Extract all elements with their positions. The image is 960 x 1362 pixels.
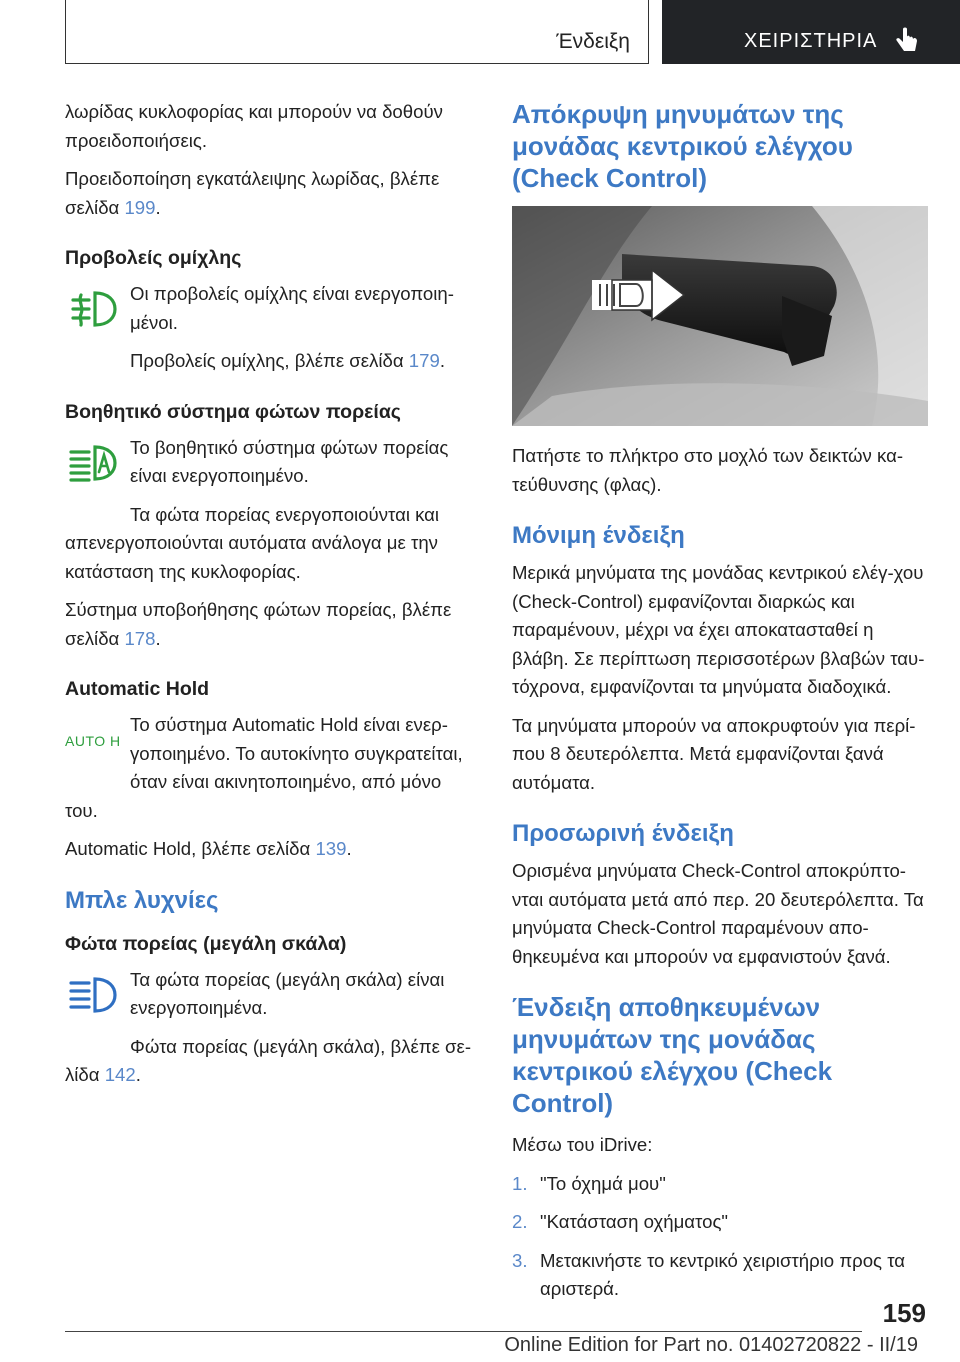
blue-heading: Μπλε λυχνίες	[65, 886, 219, 914]
right-column	[512, 98, 928, 1314]
high-beam-text: Τα φώτα πορείας (μεγάλη σκάλα) είναι ενεργοποιημένα.	[130, 968, 445, 1018]
pointing-hand-icon	[894, 27, 920, 55]
permanent-heading: Μόνιμη ένδειξη	[512, 522, 685, 549]
assist-text-2a: Τα φώτα πορείας ενεργοποιούνται και	[130, 503, 440, 525]
assist-block	[65, 434, 475, 654]
image-caption: Πατήστε το πλήκτρο στο μοχλό των δεικτών κα-τεύθυνσης (φλας).	[512, 445, 904, 495]
page-link-199[interactable]: 199	[124, 196, 156, 218]
stored-intro: Μέσω του iDrive:	[512, 1134, 653, 1155]
high-beam-ref-b: λίδα 142.	[65, 1064, 141, 1085]
fog-block	[65, 280, 475, 376]
high-beam-assist-icon	[65, 434, 123, 492]
auto-hold-icon: AUTO H	[65, 733, 121, 749]
turn-signal-lever-image	[512, 206, 928, 426]
list-item: 1. "Το όχημά μου"	[512, 1172, 666, 1194]
header-section-title: Ένδειξη	[556, 30, 630, 53]
page-link-179[interactable]: 179	[408, 350, 440, 371]
autohold-text-2: του.	[65, 799, 98, 821]
header-chapter-tab	[662, 0, 960, 64]
permanent-text-2: Τα μηνύματα μπορούν να αποκρυφτούν για περί-που 8 δευτερόλεπτα. Μετά εμφανίζονται ξανά αυτόματα.	[512, 714, 916, 793]
check-control-heading: Απόκρυψη μηνυμάτων της μονάδας κεντρικού ελέγχου (Check Control)	[512, 99, 853, 193]
autohold-heading: Automatic Hold	[65, 678, 210, 700]
header-chapter-label: ΧΕΙΡΙΣΤΗΡΙΑ	[744, 30, 878, 52]
left-column	[65, 98, 475, 1100]
lane-ref: Προειδοποίηση εγκατάλειψης λωρίδας, βλέπε σελίδα 199.	[65, 168, 440, 218]
high-beam-ref-a: Φώτα πορείας (μεγάλη σκάλα), βλέπε σε-	[130, 1035, 472, 1057]
fog-heading: Προβολείς ομίχλης	[65, 247, 242, 269]
temporary-text: Ορισμένα μηνύματα Check-Control αποκρύπτο-νται αυτόματα μετά από περ. 20 δευτερόλεπτα. Τα μηνύματα Check-Control παραμένουν απο-θηκευμένα και μπορούν να εμφανιστούν ξανά.	[512, 860, 924, 967]
list-item: 3. Μετακινήστε το κεντρικό χειριστήριο προς τα αριστερά.	[512, 1249, 906, 1299]
fog-ref: Προβολείς ομίχλης, βλέπε σελίδα 179.	[130, 350, 445, 371]
page-link-139[interactable]: 139	[315, 838, 347, 859]
page-link-178[interactable]: 178	[124, 627, 156, 649]
footer-divider	[65, 1331, 862, 1332]
permanent-text-1: Μερικά μηνύματα της μονάδας κεντρικού ελέγ-χου (Check-Control) εμφανίζονται διαρκώς και παραμένουν, μέχρι να έχει αποκατασταθεί η βλάβη. Σε περίπτωση περισσοτέρων βλαβών ταυ-τόχρονα, εμφανίζονται τα μηνύματα διαδοχικά.	[512, 562, 925, 697]
temporary-heading: Προσωρινή ένδειξη	[512, 820, 734, 847]
high-beam-icon	[65, 966, 123, 1024]
footer-edition: Online Edition for Part no. 01402720822 - II/19	[504, 1334, 918, 1356]
autohold-ref: Automatic Hold, βλέπε σελίδα 139.	[65, 838, 352, 859]
assist-ref: Σύστημα υποβοήθησης φώτων πορείας, βλέπε σελίδα 178.	[65, 599, 452, 649]
fog-text: Οι προβολείς ομίχλης είναι ενεργοποιη-μένοι.	[130, 283, 454, 333]
idrive-steps	[512, 1170, 928, 1304]
page-link-142[interactable]: 142	[104, 1064, 136, 1085]
assist-heading: Βοηθητικό σύστημα φώτων πορείας	[65, 400, 401, 423]
autohold-text-1: Το σύστημα Automatic Hold είναι ενερ-γοποιημένο. Το αυτοκίνητο συγκρατείται, όταν είναι ακινητοποιημένο, από μόνο	[130, 714, 463, 792]
lane-text: λωρίδας κυκλοφορίας και μπορούν να δοθούν προειδοποιήσεις.	[65, 101, 443, 151]
list-item: 2. "Κατάσταση οχήματος"	[512, 1211, 729, 1232]
page-number: 159	[882, 1298, 926, 1328]
high-beam-block	[65, 966, 475, 1090]
stored-heading: Ένδειξη αποθηκευμένων μηνυμάτων της μονάδας κεντρικού ελέγχου (Check Control)	[512, 992, 833, 1118]
assist-text-2b: απενεργοποιούνται αυτόματα ανάλογα με την κατάσταση της κυκλοφορίας.	[65, 532, 438, 582]
autohold-block	[65, 711, 475, 864]
high-beam-heading: Φώτα πορείας (μεγάλη σκάλα)	[65, 932, 347, 955]
assist-text: Το βοηθητικό σύστημα φώτων πορείας είναι ενεργοποιημένο.	[130, 436, 449, 486]
fog-light-icon	[65, 280, 123, 338]
